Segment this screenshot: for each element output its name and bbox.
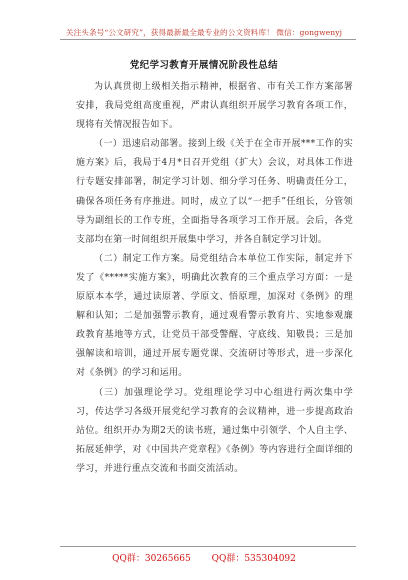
- header-note: 关注头条号“公文研究”，获得最新最全最专业的公文资料库！ 微信：gongwenyj: [65, 28, 343, 37]
- document-title: 党纪学习教育开展情况阶段性总结: [129, 60, 279, 71]
- footer-divider: [60, 546, 356, 547]
- footer-qq-group-2: QQ群：535304092: [211, 554, 296, 564]
- header-divider: [60, 39, 356, 40]
- paragraph-deploy: （一）迅速启动部署。接到上级《关于在全市开展***工作的实施方案》后，我局于4月*日召开党组（扩大）会议，对具体工作进行专题安排部署，制定学习计划、细分学习任务、明确责任分工，确保各项任务有序推进。同时，成立了以“一把手”任组长，分管领导为副组长的工作专班，全面指导各项学习工作开展。会后，各党支部均在第一时间组织开展集中学习，并各自制定学习计划。: [76, 139, 353, 245]
- document-body: [76, 78, 353, 479]
- footer-qq-group-1: QQ群：30265665: [112, 554, 191, 564]
- footer: [0, 551, 408, 564]
- paragraph-plan: （二）制定工作方案。局党组结合本单位工作实际，制定并下发了《*****实施方案》，明确此次教育的三个重点学习方面：一是原原本本学，通过读原著、学原文、悟原理，加深对《条例》的理解和认知；二是加强警示教育，通过观看警示教育片、实地参观廉政教育基地等方式，让党员干部受警醒、守底线、知敬畏；三是加强解读和培训，通过开展专题党课、交流研讨等形式，进一步深化对《条例》的学习和运用。: [76, 253, 353, 379]
- paragraph-intro: 为认真贯彻上级相关指示精神，根据省、市有关工作方案部署安排，我局党组高度重视，严肃认真组织开展学习教育各项工作，现将有关情况报告如下。: [76, 82, 353, 131]
- paragraph-theory: （三）加强理论学习。党组理论学习中心组进行两次集中学习，传达学习各级开展党纪学习教育的会议精神，进一步提高政治站位。组织开办为期2天的读书班，通过集中引领学、个人自主学、拓展延伸学，对《中国共产党章程》《条例》等内容进行全面详细的学习，并进行重点交流和书面交流活动。: [76, 387, 353, 474]
